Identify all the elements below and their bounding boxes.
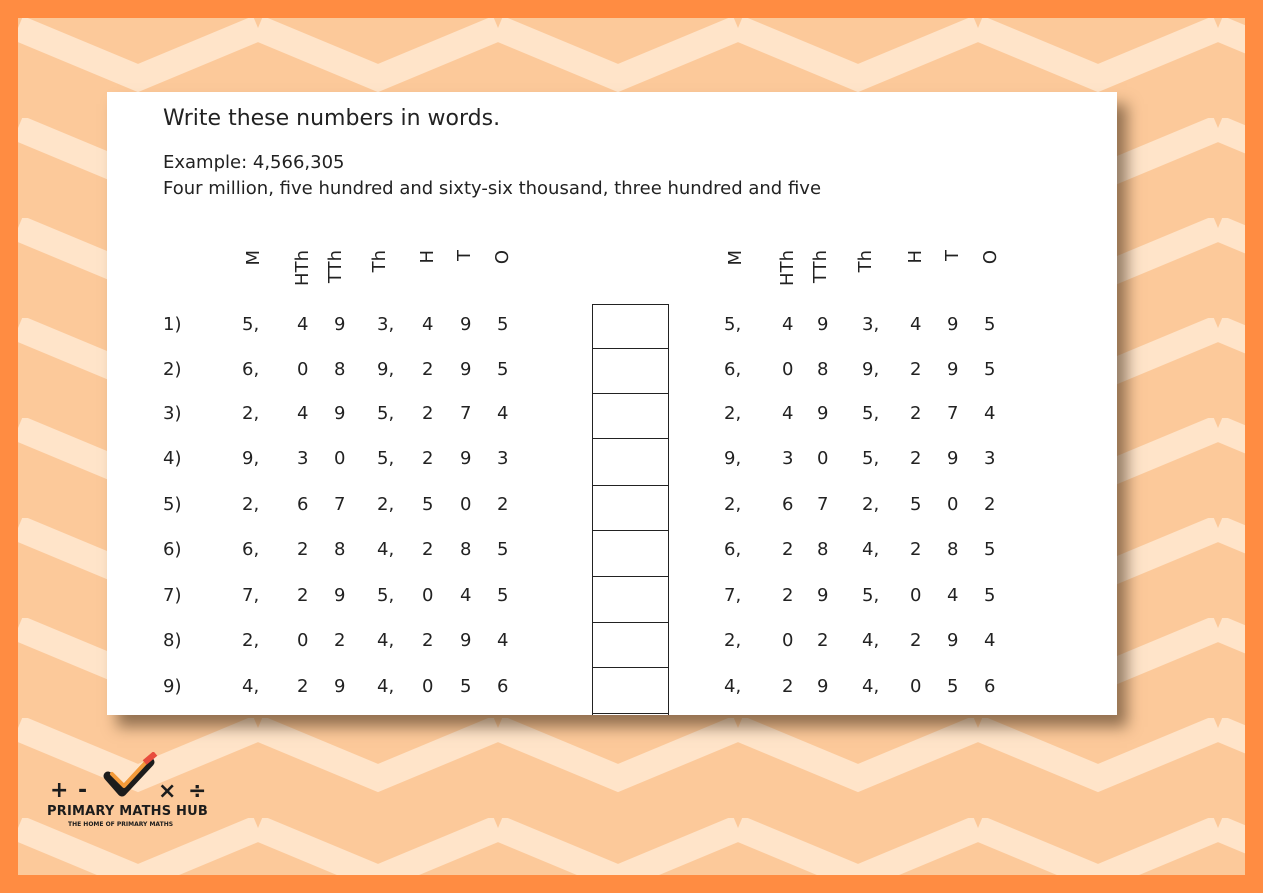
digit-cell-right: 2	[910, 403, 922, 424]
digit-cell-left: 3,	[377, 314, 395, 335]
row-number: 6)	[163, 539, 182, 560]
row-number: 8)	[163, 630, 182, 651]
digit-cell-left: 5,	[377, 585, 395, 606]
header-m-left: M	[243, 250, 264, 266]
digit-cell-right: 0	[782, 630, 794, 651]
digit-cell-left: 9,	[242, 448, 260, 469]
answer-line	[593, 576, 668, 577]
digit-cell-right: 9	[947, 359, 959, 380]
digit-cell-left: 0	[297, 630, 309, 651]
digit-cell-left: 4	[460, 585, 472, 606]
digit-cell-left: 9	[334, 403, 346, 424]
example-words: Four million, five hundred and sixty-six thousand, three hundred and five	[163, 178, 822, 199]
digit-cell-left: 9	[460, 448, 472, 469]
digit-cell-right: 2	[910, 539, 922, 560]
digit-cell-left: 9	[334, 585, 346, 606]
digit-cell-right: 4	[910, 314, 922, 335]
digit-cell-left: 0	[334, 448, 346, 469]
row-number: 4)	[163, 448, 182, 469]
digit-cell-right: 8	[947, 539, 959, 560]
header-th-left: Th	[369, 250, 390, 273]
digit-cell-right: 9	[817, 403, 829, 424]
digit-cell-right: 0	[817, 448, 829, 469]
logo-tagline: THE HOME OF PRIMARY MATHS	[68, 821, 174, 828]
digit-cell-left: 4	[497, 403, 509, 424]
digit-cell-left: 5	[460, 676, 472, 697]
answer-line	[593, 485, 668, 486]
worksheet-title: Write these numbers in words.	[163, 106, 501, 131]
header-o-left: O	[492, 250, 513, 265]
digit-cell-left: 3	[297, 448, 309, 469]
digit-cell-right: 5	[984, 585, 996, 606]
digit-cell-left: 9	[460, 630, 472, 651]
digit-cell-left: 0	[460, 494, 472, 515]
digit-cell-right: 4	[984, 630, 996, 651]
digit-cell-right: 8	[817, 539, 829, 560]
digit-cell-right: 4,	[724, 676, 742, 697]
digit-cell-left: 6,	[242, 359, 260, 380]
digit-cell-right: 9	[817, 314, 829, 335]
digit-cell-left: 5	[497, 359, 509, 380]
header-m-right: M	[725, 250, 746, 266]
digit-cell-right: 9,	[862, 359, 880, 380]
digit-cell-left: 8	[334, 539, 346, 560]
answer-line	[593, 622, 668, 623]
digit-cell-left: 8	[460, 539, 472, 560]
header-h-right: H	[905, 250, 926, 264]
digit-cell-left: 2	[422, 630, 434, 651]
digit-cell-right: 2,	[724, 403, 742, 424]
digit-cell-left: 2	[422, 403, 434, 424]
digit-cell-right: 7,	[724, 585, 742, 606]
answer-line	[593, 713, 668, 714]
logo-divide: ÷	[188, 779, 207, 804]
digit-cell-right: 5	[984, 314, 996, 335]
digit-cell-right: 0	[947, 494, 959, 515]
digit-cell-left: 9	[460, 359, 472, 380]
header-t-right: T	[942, 250, 963, 261]
digit-cell-left: 0	[297, 359, 309, 380]
digit-cell-right: 0	[910, 676, 922, 697]
logo-name: PRIMARY MATHS HUB	[47, 804, 208, 819]
digit-cell-right: 0	[782, 359, 794, 380]
row-number: 2)	[163, 359, 182, 380]
digit-cell-right: 5	[984, 359, 996, 380]
digit-cell-right: 0	[910, 585, 922, 606]
digit-cell-left: 9,	[377, 359, 395, 380]
digit-cell-right: 3,	[862, 314, 880, 335]
header-h-left: H	[417, 250, 438, 264]
digit-cell-right: 2	[984, 494, 996, 515]
row-number: 5)	[163, 494, 182, 515]
digit-cell-left: 7,	[242, 585, 260, 606]
digit-cell-left: 5	[422, 494, 434, 515]
digit-cell-left: 2,	[377, 494, 395, 515]
digit-cell-left: 5	[497, 314, 509, 335]
digit-cell-left: 4	[497, 630, 509, 651]
digit-cell-left: 7	[334, 494, 346, 515]
digit-cell-right: 4,	[862, 630, 880, 651]
logo-minus: -	[78, 778, 88, 803]
digit-cell-left: 4	[297, 314, 309, 335]
digit-cell-left: 2	[297, 676, 309, 697]
primary-maths-hub-logo	[40, 752, 225, 832]
digit-cell-left: 4,	[377, 676, 395, 697]
digit-cell-right: 2	[782, 676, 794, 697]
digit-cell-left: 2,	[242, 630, 260, 651]
digit-cell-left: 4,	[377, 630, 395, 651]
answer-line	[593, 438, 668, 439]
digit-cell-right: 2	[782, 539, 794, 560]
digit-cell-right: 5,	[862, 448, 880, 469]
logo-plus: +	[50, 778, 69, 803]
digit-cell-left: 4,	[377, 539, 395, 560]
header-tth-left: TTh	[325, 250, 346, 284]
digit-cell-left: 9	[334, 676, 346, 697]
example-number: Example: 4,566,305	[163, 152, 345, 173]
digit-cell-right: 2	[782, 585, 794, 606]
worksheet	[107, 92, 1117, 715]
row-number: 1)	[163, 314, 182, 335]
digit-cell-left: 0	[422, 676, 434, 697]
digit-cell-right: 4	[984, 403, 996, 424]
header-tth-right: TTh	[810, 250, 831, 284]
digit-cell-left: 2,	[242, 494, 260, 515]
digit-cell-right: 2,	[724, 494, 742, 515]
row-number: 7)	[163, 585, 182, 606]
digit-cell-right: 2	[910, 448, 922, 469]
digit-cell-right: 7	[947, 403, 959, 424]
digit-cell-right: 4	[782, 314, 794, 335]
header-o-right: O	[980, 250, 1001, 265]
digit-cell-left: 2,	[242, 403, 260, 424]
digit-cell-left: 2	[297, 539, 309, 560]
digit-cell-left: 6	[297, 494, 309, 515]
digit-cell-left: 9	[460, 314, 472, 335]
answer-line	[593, 393, 668, 394]
digit-cell-right: 3	[984, 448, 996, 469]
digit-cell-right: 9	[947, 630, 959, 651]
digit-cell-left: 2	[497, 494, 509, 515]
digit-cell-right: 4,	[862, 676, 880, 697]
digit-cell-right: 3	[782, 448, 794, 469]
digit-cell-right: 5	[984, 539, 996, 560]
digit-cell-right: 6,	[724, 359, 742, 380]
header-hth-right: HTh	[777, 250, 798, 286]
digit-cell-right: 5,	[862, 585, 880, 606]
header-t-left: T	[454, 250, 475, 261]
answer-column	[592, 304, 669, 715]
digit-cell-right: 9	[947, 314, 959, 335]
digit-cell-left: 2	[297, 585, 309, 606]
digit-cell-left: 3	[497, 448, 509, 469]
digit-cell-right: 2	[817, 630, 829, 651]
answer-line	[593, 348, 668, 349]
digit-cell-right: 5,	[862, 403, 880, 424]
digit-cell-left: 6	[497, 676, 509, 697]
digit-cell-right: 4	[782, 403, 794, 424]
digit-cell-left: 7	[460, 403, 472, 424]
digit-cell-left: 2	[422, 448, 434, 469]
digit-cell-left: 2	[334, 630, 346, 651]
digit-cell-left: 2	[422, 359, 434, 380]
digit-cell-right: 7	[817, 494, 829, 515]
digit-cell-right: 5	[947, 676, 959, 697]
logo-symbols-icon	[40, 752, 225, 804]
digit-cell-right: 2	[910, 630, 922, 651]
row-number: 9)	[163, 676, 182, 697]
digit-cell-right: 2	[910, 359, 922, 380]
digit-cell-right: 4,	[862, 539, 880, 560]
digit-cell-left: 4	[422, 314, 434, 335]
digit-cell-right: 9,	[724, 448, 742, 469]
header-hth-left: HTh	[292, 250, 313, 286]
digit-cell-right: 2,	[724, 630, 742, 651]
digit-cell-right: 5,	[724, 314, 742, 335]
answer-line	[593, 530, 668, 531]
digit-cell-right: 4	[947, 585, 959, 606]
digit-cell-left: 5,	[242, 314, 260, 335]
digit-cell-left: 5,	[377, 448, 395, 469]
digit-cell-left: 5	[497, 585, 509, 606]
digit-cell-left: 9	[334, 314, 346, 335]
digit-cell-right: 9	[817, 585, 829, 606]
digit-cell-left: 5,	[377, 403, 395, 424]
digit-cell-left: 6,	[242, 539, 260, 560]
digit-cell-right: 6	[782, 494, 794, 515]
digit-cell-left: 4,	[242, 676, 260, 697]
digit-cell-right: 5	[910, 494, 922, 515]
digit-cell-right: 9	[947, 448, 959, 469]
digit-cell-right: 9	[817, 676, 829, 697]
header-th-right: Th	[855, 250, 876, 273]
digit-cell-left: 0	[422, 585, 434, 606]
digit-cell-left: 2	[422, 539, 434, 560]
digit-cell-right: 6	[984, 676, 996, 697]
logo-times: ×	[158, 779, 177, 804]
digit-cell-left: 4	[297, 403, 309, 424]
digit-cell-right: 8	[817, 359, 829, 380]
digit-cell-right: 2,	[862, 494, 880, 515]
row-number: 3)	[163, 403, 182, 424]
answer-line	[593, 667, 668, 668]
digit-cell-left: 5	[497, 539, 509, 560]
digit-cell-right: 6,	[724, 539, 742, 560]
digit-cell-left: 8	[334, 359, 346, 380]
